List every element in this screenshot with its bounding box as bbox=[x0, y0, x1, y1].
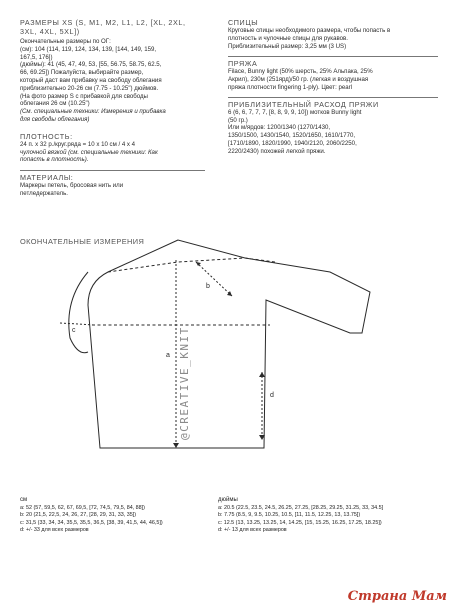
sizes-heading: РАЗМЕРЫ XS (S, M1, M2, L1, L2, [XL, 2XL, 3XL, 4XL, 5XL]) bbox=[20, 18, 186, 36]
site-logo-watermark: Страна Мам bbox=[347, 589, 447, 604]
gauge-section: ПЛОТНОСТЬ: 24 п. x 32 р./круг.ряда = 10 x 10 см / 4 x 4 чулочной вязкой (см. специальные техники: Как попасть в плотность). bbox=[20, 132, 205, 164]
cm-row-c: c: 31,5 (33, 34, 34, 35,5, 35,5, 36,5, [38, 39, 41,5, 44, 46,5]) bbox=[20, 519, 163, 526]
usage-section: ПРИБЛИЗИТЕЛЬНЫЙ РАСХОД ПРЯЖИ 6 (6, 6, 7, 7, 7, [8, 8, 9, 9, 10]) мотков Bunny light (50 гр.) Или м/ярдов: 1200/1340 (1270/1430, 1350/1500, 1430/1540, 1520/1650, 1610/1770, [1710/1890, 1820/1990, 1940/2120, 2060/2250, 2220/2430) похожей легкой пряжи. bbox=[228, 97, 438, 156]
needles-heading: СПИЦЫ bbox=[228, 18, 259, 27]
materials-heading: МАТЕРИАЛЫ: bbox=[20, 170, 205, 182]
inch-row-d: d: +/- 13 для всех размеров bbox=[218, 526, 287, 533]
usage-heading: ПРИБЛИЗИТЕЛЬНЫЙ РАСХОД ПРЯЖИ bbox=[228, 97, 438, 109]
cm-row-d: d: +/- 33 для всех размеров bbox=[20, 526, 89, 533]
materials-section: МАТЕРИАЛЫ: Маркеры петель, бросовая нить или петледержатель. bbox=[20, 170, 205, 198]
b-measure-line bbox=[196, 262, 232, 296]
yarn-section: ПРЯЖА Filace, Bunny light (50% шерсть, 25% Альпака, 25% Акрил), 230м (251ярд)/50 гр. (легкая и воздушная пряжа плотности fingering 1-ply). Цвет: pearl bbox=[228, 56, 438, 91]
needles-section: СПИЦЫ Круговые спицы необходимого размера, чтобы попасть в плотность и чулочные спицы для рукавов. Приблизительный размер: 3,25 мм (3 US) bbox=[228, 18, 438, 50]
gauge-heading: ПЛОТНОСТЬ: bbox=[20, 131, 73, 141]
label-b: b bbox=[206, 283, 210, 290]
cm-table bbox=[20, 497, 210, 534]
inch-label: дюймы bbox=[218, 497, 238, 503]
inch-table bbox=[218, 497, 443, 534]
final-sizes-text: Окончательные размеры по ОГ: (см): 104 (114, 119, 124, 134, 139, [144, 149, 159, 167,5, 176]) (дюймы): 41 (45, 47, 49, 53, [55, 56.75, 58.75, 62.5, 66, 69.25]) Пожалуйста, выбирайте размер, который даст вам прибавку на свободу облегания приблизительно 20-26 см (7.75 - 10.25") дюймов. (На фото размер S с прибавкой для свободы облегания 26 см (10.25") (См. специальные техники: Измерения и прибавка для свободы облегания) bbox=[20, 38, 166, 123]
creative-knit-watermark: @CREATIVE_KNIT bbox=[178, 326, 191, 440]
left-sleeve-line bbox=[69, 272, 88, 353]
cm-row-a: a: 52 (57, 59,5, 62, 67, 69,5, [72, 74,5, 79,5, 84, 88]) bbox=[20, 505, 145, 512]
inch-row-a: a: 20.5 (22.5, 23.5, 24.5, 26.25, 27.25, [28.25, 29.25, 31.25, 33, 34.5] bbox=[218, 505, 384, 512]
sweater-outline bbox=[88, 240, 370, 448]
cm-label: см bbox=[20, 497, 28, 503]
cm-row-b: b: 20 (21,5, 22,5, 24, 26, 27, [28, 29, 31, 33, 35]) bbox=[20, 512, 136, 519]
label-c: c bbox=[72, 327, 76, 334]
inch-row-c: c: 12.5 (13, 13.25, 13.25, 14, 14.25, [15, 15.25, 16.25, 17.25, 18.25]) bbox=[218, 519, 382, 526]
measurements-title: ОКОНЧАТЕЛЬНЫЕ ИЗМЕРЕНИЯ bbox=[20, 237, 145, 246]
label-a: a bbox=[166, 352, 170, 359]
label-d: d bbox=[270, 392, 274, 399]
inch-row-b: b: 7.75 (8.5, 9, 9.5, 10.25, 10.5, [11, 11.5, 12.25, 13, 13.75]) bbox=[218, 512, 361, 519]
yarn-heading: ПРЯЖА bbox=[228, 56, 438, 68]
